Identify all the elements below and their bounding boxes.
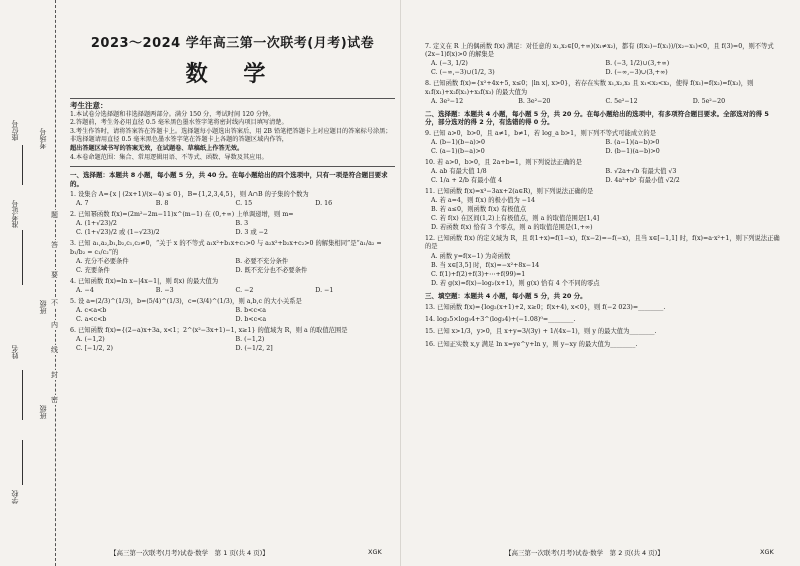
option-group	[70, 257, 395, 275]
footer-left	[110, 548, 400, 557]
answer-option: D. (b−1)(a−b)>0	[605, 147, 660, 155]
answer-option: C. 1/a + 2/b 有最小值 4	[431, 177, 503, 185]
answer-option: D. 5e²−20	[692, 97, 726, 105]
answer-option: C. a<c<b	[76, 316, 107, 324]
footer-right	[505, 548, 795, 557]
option-group	[70, 286, 395, 295]
seal-char: 密	[51, 396, 58, 404]
margin-line	[22, 230, 23, 285]
answer-option: D. 既不充分也不必要条件	[235, 266, 308, 274]
answer-option: D. 4a²+b² 有最小值 √2/2	[605, 177, 680, 185]
question-stem: 8. 已知函数 f(x)={x²+4x+5, x≤0；|ln x|, x>0}，若存在实数 x₁,x₂,x₃ 且 x₁<x₂<x₃，使得 f(x₁)=f(x₂)=f(x₃)，则 x₁f(x₁)+x₂f(x₂)+x₃f(x₃) 的最大值为	[425, 80, 754, 96]
question-stem: 7. 定义在 R 上的偶函数 f(x) 满足：对任意的 x₁,x₂∈[0,+∞)(x₁≠x₂)，都有 (f(x₂)−f(x₁))/(x₂−x₁)<0，且 f(3)=0，则不等式 (2x−1)f(x)>0 的解集是	[425, 43, 774, 59]
page-1	[70, 32, 395, 353]
subject-title: 数 学	[185, 62, 280, 87]
margin-line	[22, 440, 23, 485]
question-list	[425, 43, 780, 106]
seal-line	[55, 0, 56, 566]
footer-code: XGK	[760, 548, 774, 556]
margin-exam-room: 考场号	[39, 128, 47, 149]
answer-option: C. f(1)+f(2)+f(3)+⋯+f(99)=1	[431, 270, 526, 278]
answer-option: C. (1+√23)/2 或 (1−√23)/2	[76, 229, 160, 237]
footer-text: 【高三第一次联考(月考)试卷·数学 第 2 页(共 4 页)】	[505, 549, 664, 557]
margin-line	[22, 145, 23, 185]
seal-char: 封	[51, 371, 58, 379]
notice-box	[70, 98, 395, 167]
question-list	[70, 191, 395, 353]
answer-option: C. 5e²−12	[605, 97, 638, 105]
option-group	[425, 138, 780, 156]
question-stem: 3. 已知 a₁,a₂,b₁,b₂,c₁,c₂≠0，“关于 x 的不等式 a₁x²+b₁x+c₁>0 与 a₂x²+b₂x+c₂>0 的解集相同”是“a₁/a₂ = b₁/b₂ = c₁/c₂”的	[70, 240, 382, 256]
option-group	[70, 219, 395, 237]
answer-option: C. 充要条件	[76, 266, 110, 274]
notice-item: 4.本卷命题范围：集合、常用逻辑用语、不等式、函数、导数及其应用。	[70, 153, 268, 161]
answer-option: A. (−3, 1/2)	[431, 60, 468, 68]
exam-title: 2023～2024 学年高三第一次联考(月考)试卷	[90, 36, 375, 51]
option-group	[425, 252, 780, 288]
fill-in-question: 14. log₃5×log₅4+3^(log₃4)+(−1.08)⁰=________.	[425, 316, 576, 324]
question-list	[425, 130, 780, 288]
question-stem: 6. 已知函数 f(x)={(2−a)x+3a, x<1；2^(x²−3x+1)−1, x≥1} 的值域为 R，则 a 的取值范围是	[70, 327, 348, 335]
answer-option: D. 若 g(x)=f(x)−log₂(x+1)，则 g(x) 恰有 4 个不同的零点	[431, 279, 600, 287]
margin-name: 姓名	[11, 345, 19, 359]
seal-char: 要	[51, 271, 58, 279]
answer-option: A. 3e²−12	[431, 97, 464, 105]
seal-char: 题	[51, 211, 58, 219]
footer-code: XGK	[368, 548, 382, 556]
answer-option: D. 3 或 −2	[235, 229, 268, 237]
answer-option: B. 若 a≤0，则函数 f(x) 有极值点	[431, 206, 527, 214]
margin-seat: 座位号	[11, 120, 19, 141]
seal-char: 不	[51, 299, 58, 307]
notice-item: 3.考生作答时，请将答案答在答题卡上。选择题每小题选出答案后，用 2B 铅笔把答题卡上对应题目的答案标号涂黑；非选择题请用直径 0.5 毫米黑色墨水签字笔在答题卡上各题的答题区域内作答，	[70, 127, 392, 144]
answer-option: C. 若 f(x) 在区间(1,2)上有极值点，则 a 的取值范围是[1,4]	[431, 215, 600, 223]
margin-line	[22, 370, 23, 420]
margin-school: 学校	[11, 490, 19, 504]
answer-option: A. (−1,2)	[76, 336, 105, 344]
answer-option: D. (−1/2, 2]	[235, 345, 273, 353]
section-3-heading: 三、填空题：本题共 4 小题，每小题 5 分，共 20 分。	[425, 291, 587, 300]
fill-in-question: 16. 已知正实数 x,y 满足 ln x=ye^y+ln y，则 y−xy 的最大值为________.	[425, 340, 638, 348]
option-group	[70, 199, 395, 208]
fill-in-list	[425, 304, 780, 349]
margin-class: 班级	[39, 300, 47, 314]
answer-option: B. 必要不充分条件	[235, 257, 289, 265]
question-stem: 4. 已知函数 f(x)=ln x−|4x−1|，则 f(x) 的最大值为	[70, 277, 219, 285]
answer-option: B. (−1,2)	[235, 336, 265, 344]
answer-option: D. b<c<a	[235, 316, 267, 324]
option-group	[425, 167, 780, 185]
question-stem: 1. 设集合 A={x | (2x+1)/(x−4) ≤ 0}，B={1,2,3,4,5}，则 A∩B 的子集的个数为	[70, 190, 309, 198]
option-group	[425, 196, 780, 232]
answer-option: B. −3	[155, 286, 174, 294]
option-group	[70, 335, 395, 353]
footer-text: 【高三第一次联考(月考)试卷·数学 第 1 页(共 4 页)】	[110, 549, 269, 557]
answer-option: C. [−1/2, 2)	[76, 345, 113, 353]
option-group	[425, 59, 780, 77]
seal-char: 线	[51, 346, 58, 354]
answer-option: D. (−∞,−3)∪(3,+∞)	[605, 69, 668, 77]
section-2-heading: 二、选择题：本题共 4 小题，每小题 5 分，共 20 分。在每小题给出的选项中，有多项符合题目要求。全部选对的得 5 分，部分选对的得 2 分，有选错的得 0 分。	[425, 109, 769, 127]
answer-option: B. 3e²−20	[518, 97, 551, 105]
page-fold	[400, 0, 401, 566]
answer-option: B. √2a+√b 有最大值 √3	[605, 168, 677, 176]
answer-option: A. 函数 y=f(x−1) 为奇函数	[431, 252, 511, 260]
answer-option: A. 7	[76, 200, 89, 208]
question-stem: 5. 设 a=(2/3)^(1/3)，b=(5/4)^(1/3)，c=(3/4)^(1/3)，则 a,b,c 的大小关系是	[70, 297, 302, 305]
question-stem: 9. 已知 a>0，b>0，且 a≠1，b≠1，若 log_a b>1，则下列不等式可能成立的是	[425, 129, 657, 137]
answer-option: D. −1	[315, 286, 334, 294]
notice-title: 考生注意：	[70, 101, 108, 110]
question-stem: 12. 已知函数 f(x) 的定义域为 R，且 f(1+x)=f(1−x)，f(x−2)=−f(−x)，且当 x∈[−1,1] 时，f(x)=a·x²+1，则下列说法正确的是	[425, 235, 780, 251]
answer-option: A. (1+√23)/2	[76, 220, 117, 228]
margin-class2: 班级	[39, 405, 47, 419]
margin-admission: 准考证号	[11, 200, 19, 228]
answer-option: A. ab 有最大值 1/8	[431, 168, 487, 176]
seal-char: 答	[51, 241, 58, 249]
fill-in-question: 15. 已知 x>1/3，y>0，且 x+y=3/(3y) + 1/(4x−1)，则 y 的最大值为________.	[425, 328, 657, 336]
answer-option: D. 若函数 f(x) 恰有 3 个零点，则 a 的取值范围是(1,+∞)	[431, 224, 593, 232]
page-2	[425, 40, 780, 349]
question-stem: 10. 若 a>0，b>0，且 2a+b=1，则下列说法正确的是	[425, 158, 582, 166]
answer-option: C. −2	[235, 286, 254, 294]
answer-option: B. 8	[155, 200, 169, 208]
answer-option: C. 15	[235, 200, 253, 208]
binding-margin	[0, 0, 60, 566]
notice-item: 2.答题前，考生务必用直径 0.5 毫米黑色墨水签字笔将密封线内项目填写清楚。	[70, 119, 288, 127]
section-1-heading: 一、选择题：本题共 8 小题，每小题 5 分，共 40 分。在每小题给出的四个选项中，只有一项是符合题目要求的。	[70, 171, 388, 188]
answer-option: B. (a−1)(a−b)>0	[605, 138, 660, 146]
question-stem: 11. 已知函数 f(x)=x³−3ax+2(a∈R)，则下列说法正确的是	[425, 188, 594, 196]
answer-option: A. 充分不必要条件	[76, 257, 129, 265]
answer-option: A. 若 a=4，则 f(x) 的极小值为 −14	[431, 197, 536, 205]
answer-option: A. (b−1)(b−a)>0	[431, 138, 486, 146]
fill-in-question: 13. 已知函数 f(x)={log₂(x+1)+2, x≥0；f(x+4), x<0}，则 f(−2 023)=________.	[425, 304, 666, 312]
answer-option: C. (a−1)(b−a)>0	[431, 147, 485, 155]
notice-item-bold: 超出答题区域书写的答案无效，在试题卷、草稿纸上作答无效。	[70, 144, 244, 152]
notice-item: 1.本试卷分选择题和非选择题两部分。满分 150 分，考试时间 120 分钟。	[70, 110, 275, 118]
answer-option: A. c<a<b	[76, 307, 107, 315]
answer-option: B. 3	[235, 220, 249, 228]
option-group	[70, 306, 395, 324]
answer-option: D. 16	[315, 200, 333, 208]
seal-char: 内	[51, 321, 58, 329]
answer-option: B. b<c<a	[235, 307, 266, 315]
answer-option: B. 当 x∈[3,5] 时，f(x)=−x²+8x−14	[431, 261, 540, 269]
answer-option: B. (−3, 1/2)∪(3,+∞)	[605, 60, 670, 68]
option-group	[425, 97, 780, 106]
answer-option: C. (−∞,−3)∪(1/2, 3)	[431, 69, 495, 77]
question-stem: 2. 已知幂函数 f(x)=(2m²−2m−11)x^(m−1) 在 (0,+∞) 上单调递增，则 m=	[70, 211, 294, 219]
answer-option: A. −4	[76, 286, 94, 294]
